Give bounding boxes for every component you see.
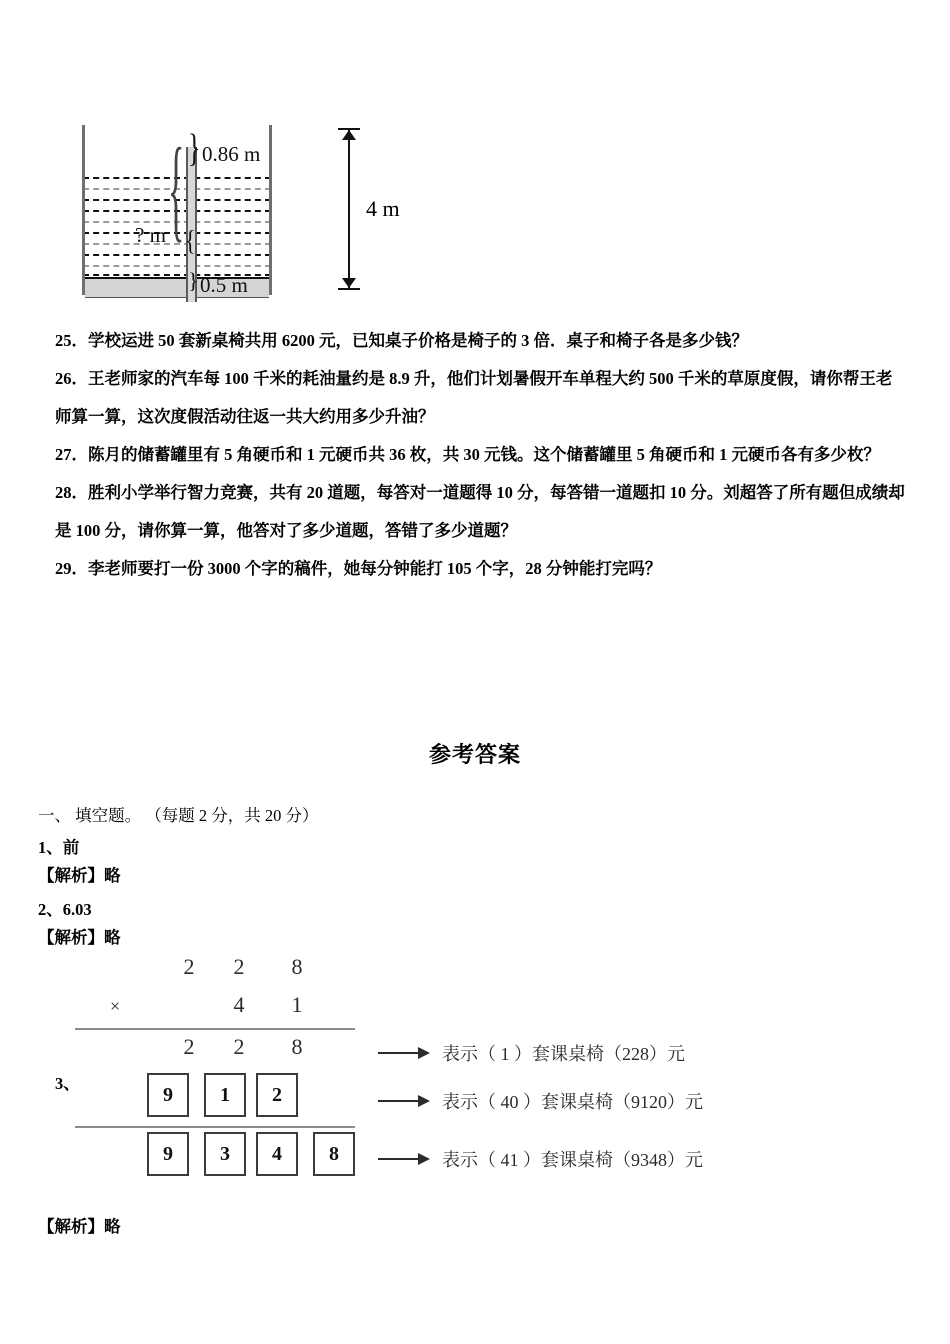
arrow-cap-bottom bbox=[338, 288, 360, 290]
annotation-text-1: 表示（ 1 ）套课桌椅（228）元 bbox=[442, 1044, 685, 1064]
arrow-right-icon-1 bbox=[378, 1046, 432, 1060]
answer-section-title: 参考答案 bbox=[428, 742, 521, 767]
annotation-row-2 bbox=[378, 1088, 703, 1114]
partial1-digit-0: 2 bbox=[183, 1034, 195, 1059]
annotation-text-3: 表示（ 41 ）套课桌椅（9348）元 bbox=[442, 1150, 703, 1170]
answer-list bbox=[38, 802, 918, 958]
question-list bbox=[55, 322, 933, 588]
answer-note-3: 【解析】略 bbox=[38, 1217, 121, 1236]
multiplicand-digit-0: 2 bbox=[183, 954, 195, 979]
water-tank-figure bbox=[70, 118, 400, 298]
partial1-digit-1: 2 bbox=[233, 1034, 245, 1059]
total-box-2: 4 bbox=[256, 1132, 298, 1176]
multiplicand-digit-2: 8 bbox=[291, 954, 303, 979]
annotation-row-3 bbox=[378, 1146, 703, 1172]
arrow-right-icon-3 bbox=[378, 1152, 432, 1166]
partial2-box-2: 2 bbox=[256, 1073, 298, 1117]
brace-middle-right: { bbox=[185, 224, 196, 257]
arrow-head-down bbox=[342, 278, 356, 288]
partial-product-1-row bbox=[80, 1030, 370, 1068]
multiplier-digit-1: 1 bbox=[291, 992, 303, 1017]
brace-middle-left: { bbox=[168, 128, 185, 255]
question-27-line-1: 27．陈月的储蓄罐里有 5 角硬币和 1 元硬币共 36 枚，共 30 元钱。这个储蓄罐里 5 角硬币和 1 元硬币各有多少枚？ bbox=[55, 445, 880, 464]
answer-item-3-label: 3、 bbox=[55, 1074, 80, 1093]
question-28-line-2: 是 100 分，请你算一算，他答对了多少道题，答错了多少道题？ bbox=[55, 521, 517, 540]
multiplicand-digit-1: 2 bbox=[233, 954, 245, 979]
arrow-head-up bbox=[342, 130, 356, 140]
tank-wall-right bbox=[269, 125, 272, 295]
total-box-0: 9 bbox=[147, 1132, 189, 1176]
partial2-box-1: 1 bbox=[204, 1073, 246, 1117]
arrow-right-icon-2 bbox=[378, 1094, 432, 1108]
label-total-height: 4 m bbox=[366, 196, 400, 221]
label-unknown-segment: ? m bbox=[135, 223, 166, 247]
multiplication-figure bbox=[55, 950, 775, 1195]
answer-section-head: 一、 填空题。 （每题 2 分，共 20 分） bbox=[38, 806, 319, 825]
annotation-text-2: 表示（ 40 ）套课桌椅（9120）元 bbox=[442, 1092, 703, 1112]
multiplication-grid bbox=[80, 950, 370, 1165]
rule-under-partials bbox=[75, 1126, 355, 1128]
label-bottom-segment: 0.5 m bbox=[200, 273, 248, 297]
question-26-line-2: 师算一算，这次度假活动往返一共大约用多少升油？ bbox=[55, 407, 435, 426]
question-25-line-1: 25．学校运进 50 套新桌椅共用 6200 元，已知桌子价格是椅子的 3 倍．桌子和椅子各是多少钱？ bbox=[55, 331, 748, 350]
total-box-1: 3 bbox=[204, 1132, 246, 1176]
brace-bottom: } bbox=[188, 268, 199, 293]
question-29-line-1: 29．李老师要打一份 3000 个字的稿件，她每分钟能打 105 个字，28 分钟能打完吗？ bbox=[55, 559, 662, 578]
total-height-arrow-line bbox=[348, 128, 350, 290]
answer-item-2: 2、6.03 bbox=[38, 900, 92, 919]
brace-top: } bbox=[188, 126, 201, 170]
label-top-segment: 0.86 m bbox=[202, 142, 261, 166]
answer-item-1: 1、前 bbox=[38, 838, 80, 857]
partial1-digit-2: 8 bbox=[291, 1034, 303, 1059]
answer-note-2: 【解析】略 bbox=[38, 928, 121, 947]
partial2-box-0: 9 bbox=[147, 1073, 189, 1117]
total-box-3: 8 bbox=[313, 1132, 355, 1176]
question-28-line-1: 28．胜利小学举行智力竞赛，共有 20 道题，每答对一道题得 10 分，每答错一道题扣 10 分。刘超答了所有题但成绩却 bbox=[55, 483, 905, 502]
multiplier-row bbox=[80, 988, 370, 1026]
multiplicand-row bbox=[80, 950, 370, 988]
answer-note-1: 【解析】略 bbox=[38, 866, 121, 885]
question-26-line-1: 26．王老师家的汽车每 100 千米的耗油量约是 8.9 升，他们计划暑假开车单程大约 500 千米的草原度假，请你帮王老 bbox=[55, 369, 893, 388]
multiplier-digit-0: 4 bbox=[233, 992, 245, 1017]
multiplication-operator: × bbox=[110, 996, 121, 1016]
annotation-row-1 bbox=[378, 1040, 685, 1066]
